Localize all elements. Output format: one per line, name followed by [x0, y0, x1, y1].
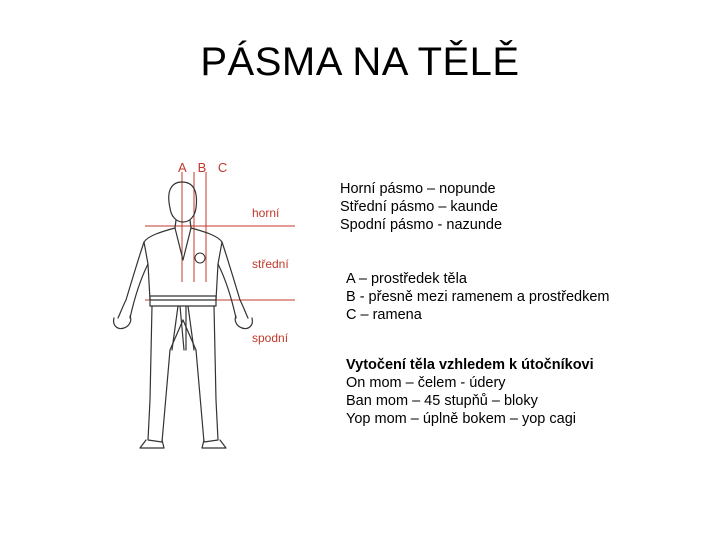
- points-line: C – ramena: [346, 307, 422, 323]
- figure-outline: [114, 182, 253, 448]
- body-zones-figure: [100, 150, 340, 460]
- zones-text-block: [340, 180, 502, 234]
- points-line: B - přesně mezi ramenem a prostředkem: [346, 289, 610, 305]
- karate-figure-drawing: [100, 150, 340, 460]
- zones-line: Horní pásmo – nopunde: [340, 181, 496, 197]
- rotation-item: Ban mom – 45 stupňů – bloky: [346, 393, 538, 409]
- rotation-item: On mom – čelem - údery: [346, 375, 506, 391]
- center-marker: [195, 253, 205, 263]
- points-text-block: [346, 270, 610, 324]
- zone-label-spodni: spodní: [252, 331, 289, 345]
- abc-label: A B C: [178, 160, 232, 175]
- rotation-heading: Vytočení těla vzhledem k útočníkovi: [346, 357, 594, 373]
- zone-label-horni: horní: [252, 206, 280, 220]
- points-line: A – prostředek těla: [346, 271, 467, 287]
- rotation-item: Yop mom – úplně bokem – yop cagi: [346, 411, 576, 427]
- rotation-text-block: [346, 356, 594, 428]
- zones-line: Spodní pásmo - nazunde: [340, 217, 503, 233]
- zones-line: Střední pásmo – kaunde: [340, 199, 498, 215]
- zone-label-stredni: střední: [252, 257, 289, 271]
- page-title: PÁSMA NA TĚLĚ: [200, 40, 520, 84]
